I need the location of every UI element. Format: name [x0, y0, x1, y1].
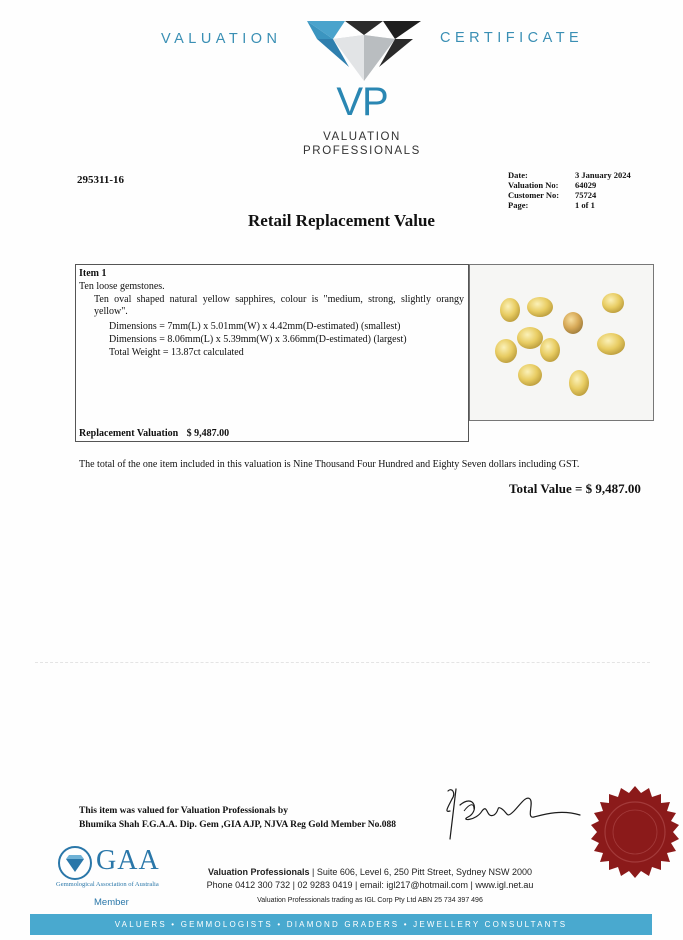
meta-label: Valuation No:: [508, 180, 559, 190]
header-certificate-word: CERTIFICATE: [440, 30, 584, 46]
gemstone: [500, 298, 520, 322]
item-dimensions-smallest: Dimensions = 7mm(L) x 5.01mm(W) x 4.42mm(D-estimated) (smallest): [109, 321, 401, 332]
meta-label: Date:: [508, 170, 528, 180]
meta-label: Page:: [508, 200, 529, 210]
item-valuation: [79, 428, 235, 439]
signature-icon: [430, 781, 590, 841]
logo-initials: VP: [336, 80, 388, 124]
gemstone: [563, 312, 583, 334]
item-intro: Ten loose gemstones.: [79, 281, 165, 292]
total-sentence: The total of the one item included in this valuation is Nine Thousand Four Hundred and Eighty Seven dollars including GST.: [79, 459, 580, 470]
reference-number: 295311-16: [77, 174, 125, 186]
gemstone: [602, 293, 624, 313]
gaa-diamond-icon: [57, 845, 97, 881]
item-description-box: [75, 264, 469, 442]
footer-trading: Valuation Professionals trading as IGL Corp Pty Ltd ABN 25 734 397 496: [257, 897, 483, 904]
footer-address: [150, 867, 590, 877]
meta-value: 3 January 2024: [575, 170, 631, 180]
item-valuation-amount: $ 9,487.00: [186, 428, 230, 439]
meta-block: [508, 170, 631, 210]
meta-row-customer-no: [508, 190, 631, 200]
gaa-member-label: Member: [94, 897, 129, 908]
meta-row-valuation-no: [508, 180, 631, 190]
meta-row-date: [508, 170, 631, 180]
footer-banner: VALUERS • GEMMOLOGISTS • DIAMOND GRADERS • JEWELLERY CONSULTANTS: [30, 914, 652, 935]
gemstone: [569, 370, 589, 396]
meta-label: Customer No:: [508, 190, 560, 200]
header-valuation-word: VALUATION: [161, 31, 282, 47]
logo-subtitle-line2: PROFESSIONALS: [303, 145, 421, 157]
gemstone: [518, 364, 542, 386]
gemstone: [527, 297, 553, 317]
gemstones-image: [470, 265, 653, 420]
document-title: Retail Replacement Value: [248, 211, 435, 230]
footer-contact: Phone 0412 300 732 | 02 9283 0419 | email: igl217@hotmail.com | www.igl.net.au: [206, 880, 534, 890]
gaa-acronym: GAA: [96, 845, 160, 876]
item-description: Ten oval shaped natural yellow sapphires, colour is "medium, strong, slightly orangy yellow".: [94, 294, 464, 317]
valued-by-line2: Bhumika Shah F.G.A.A. Dip. Gem ,GIA AJP, NJVA Reg Gold Member No.088: [79, 820, 396, 830]
gemstone: [540, 338, 560, 362]
meta-value: 64029: [575, 180, 597, 190]
total-value: Total Value = $ 9,487.00: [509, 481, 641, 496]
diamond-logo-icon: [305, 17, 423, 83]
gemstone: [495, 339, 517, 363]
item-valuation-label: Replacement Valuation: [79, 428, 179, 439]
gemstone-photo: [469, 264, 654, 421]
scan-divider: [35, 662, 650, 663]
footer-company: Valuation Professionals: [208, 867, 310, 877]
valued-by-line1: This item was valued for Valuation Professionals by: [79, 806, 288, 816]
gemstone: [597, 333, 625, 355]
item-heading: Item 1: [79, 268, 107, 279]
logo-subtitle-line1: VALUATION: [323, 131, 401, 143]
item-total-weight: Total Weight = 13.87ct calculated: [109, 347, 244, 358]
meta-value: 75724: [575, 190, 597, 200]
gemstone: [517, 327, 543, 349]
meta-value: 1 of 1: [575, 200, 595, 210]
meta-row-page: [508, 200, 631, 210]
footer-address-text: | Suite 606, Level 6, 250 Pitt Street, Sydney NSW 2000: [309, 867, 532, 877]
item-dimensions-largest: Dimensions = 8.06mm(L) x 5.39mm(W) x 3.66mm(D-estimated) (largest): [109, 334, 407, 345]
gaa-subtitle: Gemmological Association of Australia: [56, 881, 159, 888]
seal-icon: [585, 784, 683, 880]
